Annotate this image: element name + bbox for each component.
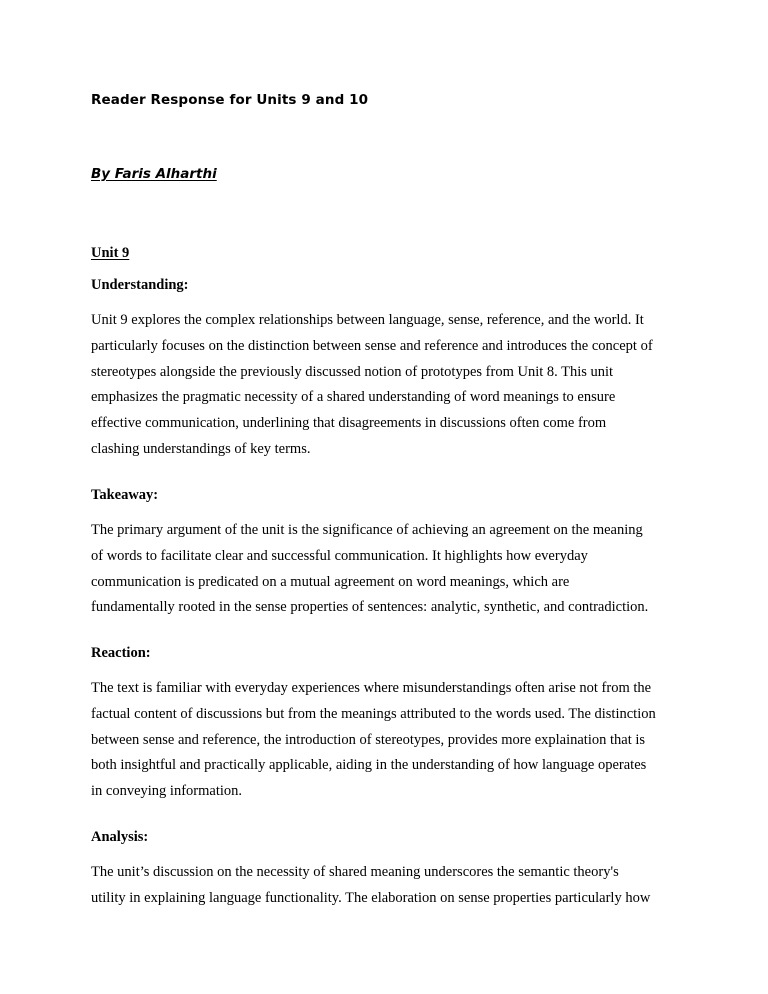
paragraph-line: effective communication, underlining that disagreements in discussions often come from bbox=[91, 415, 607, 432]
understanding-label: Understanding: bbox=[91, 277, 189, 293]
paragraph-line: clashing understandings of key terms. bbox=[91, 440, 311, 457]
understanding-paragraph bbox=[91, 308, 691, 463]
analysis-label: Analysis: bbox=[91, 829, 149, 845]
paragraph-line: of words to facilitate clear and successful communication. It highlights how everyday bbox=[91, 547, 588, 564]
paragraph-line: Unit 9 explores the complex relationships between language, sense, reference, and the world. It bbox=[91, 312, 644, 328]
paragraph-line: particularly focuses on the distinction between sense and reference and introduces the concept of bbox=[91, 337, 653, 354]
paragraph-line: communication is predicated on a mutual agreement on word meanings, which are bbox=[91, 573, 570, 590]
takeaway-label: Takeaway: bbox=[91, 487, 159, 503]
paragraph-line: utility in explaining language functionality. The elaboration on sense properties particularly how bbox=[91, 889, 651, 906]
unit-heading: Unit 9 bbox=[91, 245, 130, 261]
paragraph-line: fundamentally rooted in the sense properties of sentences: analytic, synthetic, and contradiction. bbox=[91, 599, 649, 616]
paragraph-line: in conveying information. bbox=[91, 783, 243, 800]
reaction-label: Reaction: bbox=[91, 645, 151, 661]
paragraph-line: factual content of discussions but from the meanings attributed to the words used. The distinction bbox=[91, 705, 656, 722]
paragraph-line: The primary argument of the unit is the significance of achieving an agreement on the meaning bbox=[91, 522, 643, 538]
takeaway-paragraph bbox=[91, 518, 691, 621]
paragraph-line: both insightful and practically applicable, aiding in the understanding of how language operates bbox=[91, 757, 647, 774]
paragraph-line: stereotypes alongside the previously discussed notion of prototypes from Unit 8. This unit bbox=[91, 363, 614, 380]
document-title: Reader Response for Units 9 and 10 bbox=[91, 92, 369, 108]
paragraph-line: between sense and reference, the introduction of stereotypes, provides more explaination that is bbox=[91, 731, 646, 748]
author-line: By Faris Alharthi bbox=[91, 166, 217, 182]
paragraph-line: emphasizes the pragmatic necessity of a shared understanding of word meanings to ensure bbox=[91, 389, 616, 406]
paragraph-line: The text is familiar with everyday experiences where misunderstandings often arise not from the bbox=[91, 680, 652, 696]
paragraph-line: The unit’s discussion on the necessity of shared meaning underscores the semantic theory's bbox=[91, 864, 619, 880]
analysis-paragraph bbox=[91, 860, 691, 912]
reaction-paragraph bbox=[91, 676, 691, 805]
